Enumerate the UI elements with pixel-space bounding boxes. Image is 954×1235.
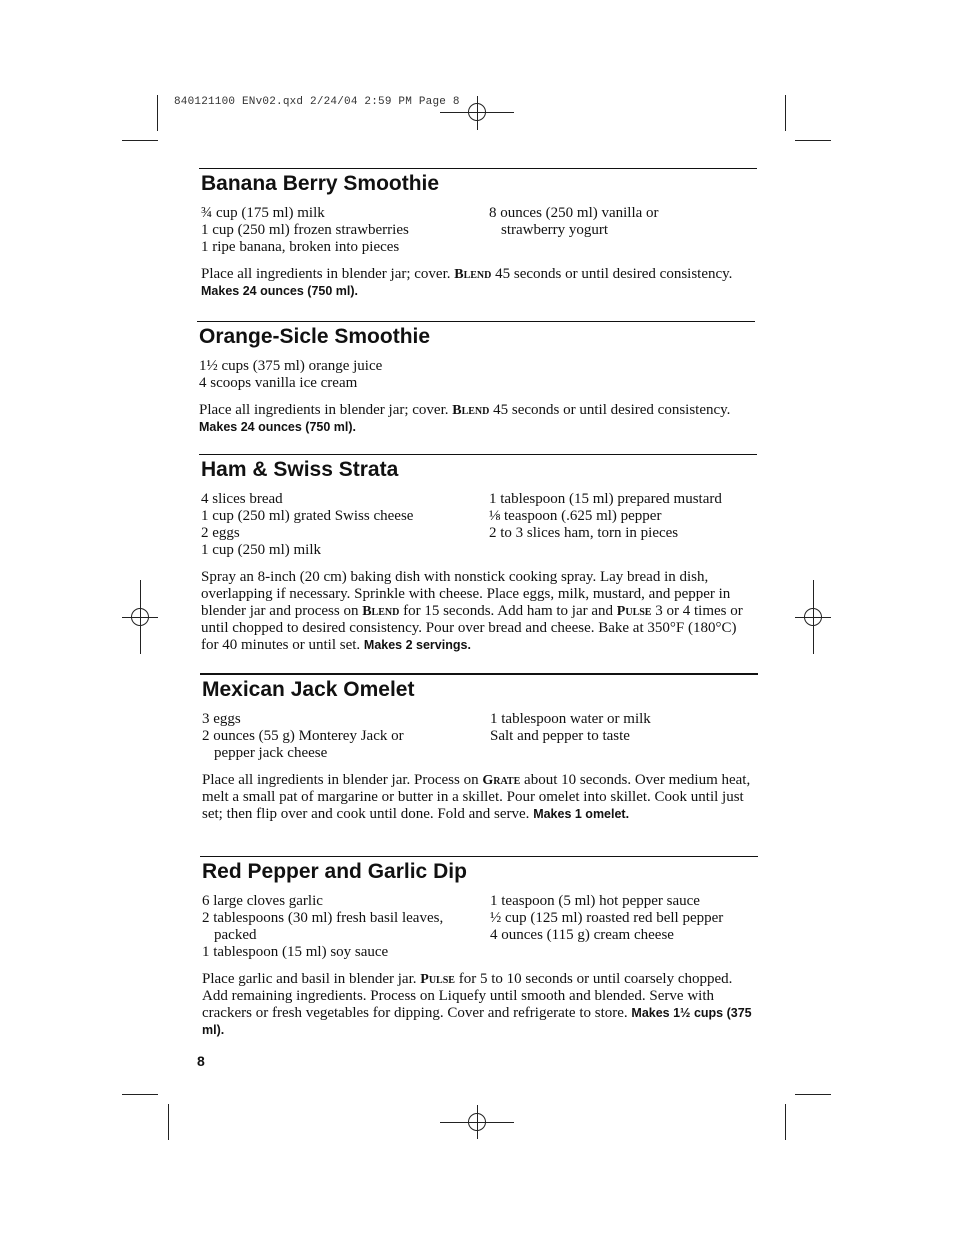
recipe-yield: Makes 24 ounces (750 ml). [201,284,359,298]
recipe-title: Mexican Jack Omelet [202,678,415,701]
ingredient-column-right [487,358,755,392]
setting-name: Blend [454,267,492,282]
recipe-orange-sicle-smoothie [197,321,755,436]
crop-mark [795,140,831,141]
ingredient-line: 2 ounces (55 g) Monterey Jack or [202,728,404,744]
ingredient-line: Salt and pepper to taste [490,728,630,744]
ingredient-line: 4 slices bread [201,491,283,507]
ingredient-line: ¾ cup (175 ml) milk [201,205,325,221]
ingredient-line: packed [214,927,257,943]
section-rule [200,856,758,857]
ingredient-line: 2 to 3 slices ham, torn in pieces [489,525,679,541]
setting-name: Pulse [420,972,455,987]
recipe-yield: Makes 1½ cups (375 ml). [202,1006,752,1037]
ingredient-column-right [490,893,758,961]
recipe-directions [200,971,758,1039]
direction-text: Place all ingredients in blender jar. Process on [202,772,483,788]
ingredient-list [199,491,757,559]
direction-text: Spray an 8-inch (20 cm) baking dish with nonstick cooking spray. Lay bread in dish, overlapping if necessary. Sprinkle with cheese. Place eggs, milk, mustard, and pepper in blender jar and process on [201,569,731,619]
crop-mark [795,1094,831,1095]
recipe-title: Red Pepper and Garlic Dip [202,860,467,883]
ingredient-line: 1 cup (250 ml) frozen strawberries [201,222,409,238]
ingredient-column-left [199,205,489,256]
recipe-mexican-jack-omelet [200,673,758,823]
ingredient-column-right [489,205,757,256]
ingredient-list [197,358,755,392]
recipe-yield: Makes 24 ounces (750 ml). [199,420,357,434]
ingredient-line: 1 ripe banana, broken into pieces [201,239,400,255]
section-rule [200,673,758,675]
ingredient-column-left [197,358,487,392]
ingredient-line: 1 tablespoon (15 ml) soy sauce [202,944,389,960]
recipe-directions [197,402,755,436]
recipe-yield: Makes 1 omelet. [533,807,630,821]
ingredient-line: 2 tablespoons (30 ml) fresh basil leaves, [202,910,444,926]
ingredient-line: 4 ounces (115 g) cream cheese [490,927,674,943]
ingredient-line: 1½ cups (375 ml) orange juice [199,358,383,374]
direction-text: about 10 seconds. Over medium heat, melt a small pat of margarine or butter in a skillet. Pour omelet into skillet. Cook until just set; then flip over and cook until done. Fold and serve. [202,772,751,822]
ingredient-line: 4 scoops vanilla ice cream [199,375,358,391]
ingredient-line: pepper jack cheese [214,745,328,761]
ingredient-line: ½ cup (125 ml) roasted red bell pepper [490,910,724,926]
direction-text: Place all ingredients in blender jar; cover. [201,266,455,282]
direction-text: Place all ingredients in blender jar; cover. [199,402,453,418]
recipe-directions [199,266,757,300]
setting-name: Grate [482,773,521,788]
setting-name: Blend [362,604,400,619]
ingredient-line: 1 tablespoon (15 ml) prepared mustard [489,491,722,507]
direction-text: 3 or 4 times or until chopped to desired consistency. Pour over bread and cheese. Bake at 350°F (180°C) for 40 minutes or until set. [201,603,743,653]
ingredient-list [199,205,757,256]
section-rule [199,454,757,455]
ingredient-line: 1 tablespoon water or milk [490,711,651,727]
crop-mark [157,95,158,131]
recipe-title: Orange-Sicle Smoothie [199,325,431,348]
ingredient-column-right [490,711,758,762]
crop-mark [122,140,158,141]
ingredient-line: 1 cup (250 ml) milk [201,542,321,558]
ingredient-column-left [199,491,489,559]
recipe-directions [200,772,758,823]
crop-mark [785,95,786,131]
ingredient-line: 1 cup (250 ml) grated Swiss cheese [201,508,414,524]
ingredient-list [200,711,758,762]
setting-name: Pulse [616,604,652,619]
ingredient-column-left [200,711,490,762]
registration-mark [468,103,486,121]
registration-mark [131,608,149,626]
registration-mark [804,608,822,626]
section-rule [199,168,757,169]
ingredient-list [200,893,758,961]
ingredient-line: strawberry yogurt [501,222,609,238]
ingredient-line: 3 eggs [202,711,241,727]
setting-name: Blend [452,403,490,418]
ingredient-line: 8 ounces (250 ml) vanilla or [489,205,659,221]
print-slug: 840121100 ENv02.qxd 2/24/04 2:59 PM Page 8 [174,96,460,108]
ingredient-line: 2 eggs [201,525,240,541]
ingredient-column-right [489,491,757,559]
ingredient-column-left [200,893,490,961]
direction-text: 45 seconds or until desired consistency. [491,266,733,282]
direction-text: 45 seconds or until desired consistency. [489,402,731,418]
ingredient-line: 6 large cloves garlic [202,893,323,909]
crop-mark [168,1104,169,1140]
crop-mark [122,1094,158,1095]
section-rule [197,321,755,322]
recipe-title: Banana Berry Smoothie [201,172,440,195]
recipe-red-pepper-garlic-dip [200,856,758,1039]
direction-text: for 5 to 10 seconds or until coarsely chopped. Add remaining ingredients. Process on Liquefy until smooth and blended. Serve with crackers or fresh vegetables for dipping. Cover and refrigerate to store. [202,971,733,1021]
ingredient-line: ⅛ teaspoon (.625 ml) pepper [489,508,662,524]
direction-text: for 15 seconds. Add ham to jar and [399,603,617,619]
recipe-title: Ham & Swiss Strata [201,458,399,481]
recipe-banana-berry-smoothie [199,168,757,300]
recipe-yield: Makes 2 servings. [363,638,471,652]
crop-mark [785,1104,786,1140]
recipe-ham-swiss-strata [199,454,757,654]
ingredient-line: 1 teaspoon (5 ml) hot pepper sauce [490,893,700,909]
registration-mark [468,1113,486,1131]
recipe-directions [199,569,757,654]
direction-text: Place garlic and basil in blender jar. [202,971,421,987]
page-number: 8 [197,1053,205,1069]
